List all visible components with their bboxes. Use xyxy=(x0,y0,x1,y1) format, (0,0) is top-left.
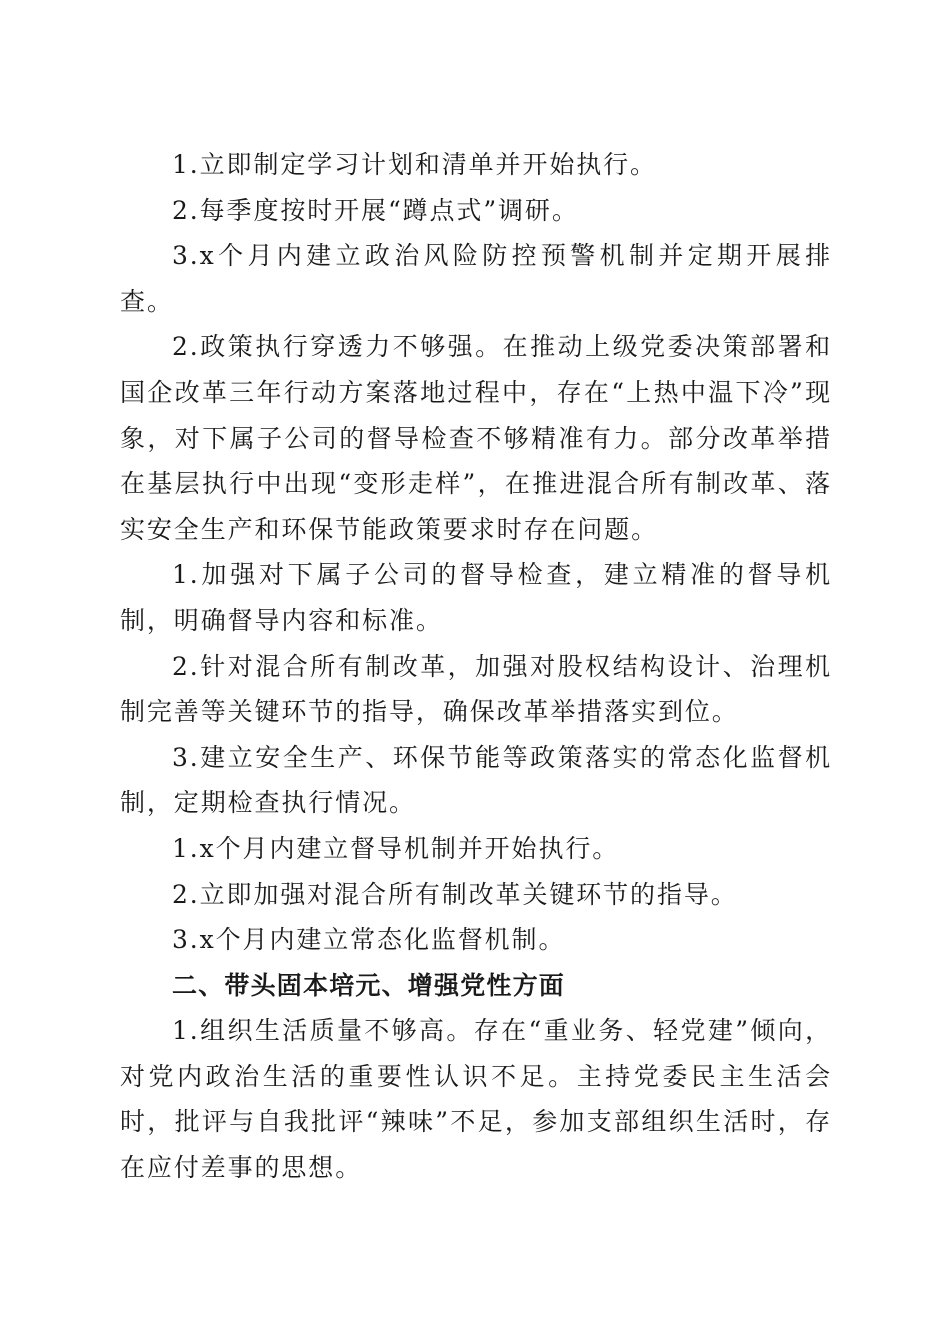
paragraph-issue-organization-life: 1.组织生活质量不够高。存在“重业务、轻党建”倾向，对党内政治生活的重要性认识不足。主持党委民主生活会时，批评与自我批评“辣味”不足，参加支部组织生活时，存在应付差事的思想。 xyxy=(120,1016,832,1183)
document-body xyxy=(120,142,832,1191)
paragraph-timeline-3: 3.x个月内建立常态化监督机制。 xyxy=(172,925,566,955)
paragraph-measure-1: 1.加强对下属子公司的督导检查，建立精准的督导机制，明确督导内容和标准。 xyxy=(120,560,832,635)
section-heading: 二、带头固本培元、增强党性方面 xyxy=(172,970,566,1000)
paragraph-timeline-1: 1.x个月内建立督导机制并开始执行。 xyxy=(172,833,620,863)
paragraph-timeline-2: 2.立即加强对混合所有制改革关键环节的指导。 xyxy=(172,879,738,909)
paragraph-measure-3: 3.建立安全生产、环保节能等政策落实的常态化监督机制，定期检查执行情况。 xyxy=(120,742,832,818)
paragraph-issue-policy-execution: 2.政策执行穿透力不够强。在推动上级党委决策部署和国企改革三年行动方案落地过程中，存在“上热中温下冷”现象，对下属子公司的督导检查不够精准有力。部分改革举措在基层执行中出现“变形走样”，在推进混合所有制改革、落实安全生产和环保节能政策要求时存在问题。 xyxy=(120,332,832,544)
paragraph-action-1: 1.立即制定学习计划和清单并开始执行。 xyxy=(172,150,657,179)
paragraph-measure-2: 2.针对混合所有制改革，加强对股权结构设计、治理机制完善等关键环节的指导，确保改革举措落实到位。 xyxy=(120,651,832,727)
paragraph-action-2: 2.每季度按时开展“蹲点式”调研。 xyxy=(172,195,579,225)
paragraph-action-3: 3.x个月内建立政治风险防控预警机制并定期开展排查。 xyxy=(120,241,832,316)
